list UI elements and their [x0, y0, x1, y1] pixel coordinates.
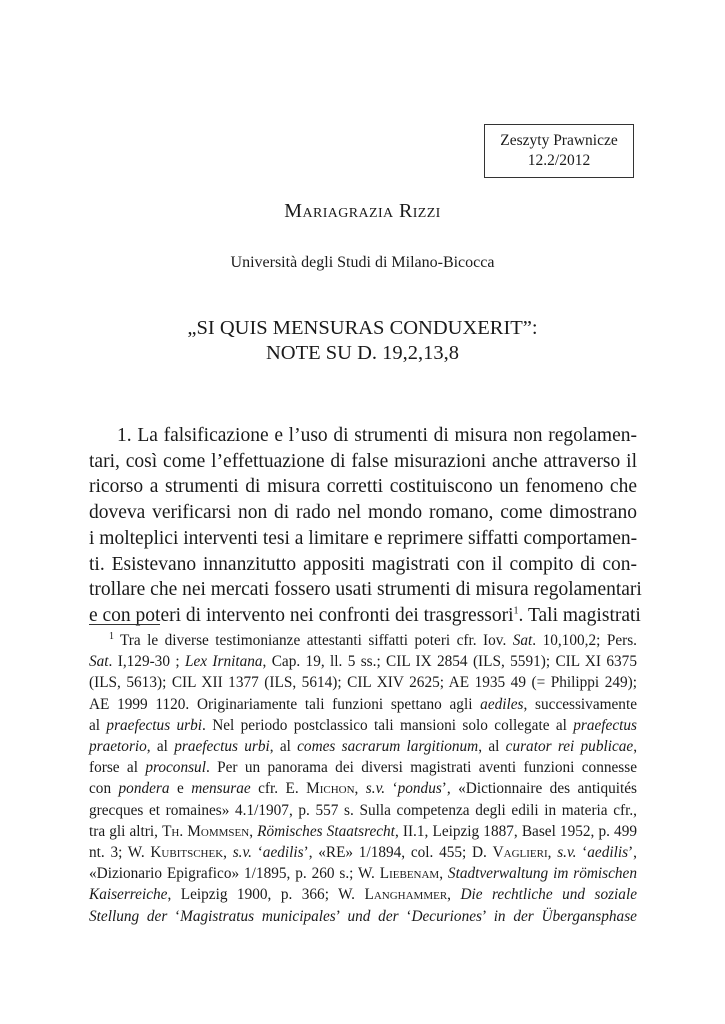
footnote-italic: praefectus: [573, 716, 637, 734]
body-line: tari, così come l’effettuazione di false misurazioni anche attraverso il: [89, 450, 637, 472]
footnote-text: ‘: [251, 844, 263, 862]
footnote-text: ‘: [385, 780, 398, 798]
footnote-line: [89, 736, 637, 757]
footnote-italic: aediles: [480, 695, 524, 713]
footnote-line: [89, 884, 637, 905]
footnote-line: [89, 630, 637, 651]
footnote-italic: aedilis: [587, 844, 629, 862]
footnote-italic: Magistratus municipales: [180, 907, 336, 925]
footnote-italic: praetorio: [89, 738, 147, 756]
footnote-italic: und der: [347, 907, 399, 925]
body-text: e con poteri di intervento nei confronti dei trasgressori: [89, 604, 514, 626]
footnote-mark: 1: [109, 630, 114, 642]
footnote-text: ,: [223, 844, 233, 862]
footnote-italic: in der Übergansphase: [493, 907, 637, 925]
footnote-text: . I,129-30 ;: [108, 653, 185, 671]
footnote-author: Vaglieri: [492, 844, 548, 862]
footnote-text: ,: [447, 886, 461, 904]
footnote-italic: comes sacrarum largitionum: [297, 738, 479, 756]
footnote-text: ,: [547, 844, 558, 862]
footnote-italic: Kaiserreiche: [89, 886, 168, 904]
footnote-text: . Per un panorama dei diversi magistrati aventi funzioni connesse: [205, 759, 637, 777]
footnote-text: «Dizionario Epigrafico» 1/1895, p. 260 s.; W.: [89, 865, 380, 883]
footnote-text: ’: [481, 907, 494, 925]
article-title: [0, 316, 725, 366]
footnote-italic: pondus: [397, 780, 442, 798]
footnote-text: , successivamente: [523, 695, 637, 713]
footnote-text: , al: [478, 738, 506, 756]
footnote-line: [89, 842, 637, 863]
footnote-text: ‘: [576, 844, 588, 862]
footnote-italic: Stadtverwaltung im römischen: [447, 865, 637, 883]
footnote-text: e: [169, 780, 192, 798]
footnote-line: [89, 821, 637, 842]
footnote-text: ,: [354, 780, 366, 798]
footnote-text: nt. 3; W.: [89, 844, 151, 862]
footnote-line: [89, 757, 637, 778]
footnote-text: . 10,100,2; Pers.: [532, 632, 637, 649]
title-line-1: „SI QUIS MENSURAS CONDUXERIT”:: [187, 317, 538, 339]
footnote-text: al: [89, 716, 107, 734]
footnote-text: , Cap. 19, ll. 5 ss.; CIL IX 2854 (ILS, 5591); CIL XI 6375: [262, 653, 637, 671]
body-line: 1. La falsificazione e l’uso di strumenti di misura non regolamen-: [117, 425, 637, 446]
footnote-line: grecques et romaines» 4.1/1907, p. 557 s. Sulla competenza degli edili in materia cfr.,: [89, 801, 637, 819]
footnote-line: (ILS, 5613); CIL XII 1377 (ILS, 5614); CIL XIV 2625; AE 1935 49 (= Philippi 249);: [89, 674, 637, 692]
footnote-author: Michon: [306, 780, 355, 798]
footnote-italic: mensurae: [191, 780, 251, 798]
footnote-text: con: [89, 780, 119, 798]
footnote-author: Kubitschek: [150, 844, 224, 862]
footnote-line: [89, 694, 637, 715]
body-text: . Tali magistrati: [518, 604, 641, 626]
body-line: i molteplici interventi tesi a limitare e reprimere siffatti comportamen-: [89, 527, 638, 549]
journal-label-box: [484, 124, 634, 178]
author-name: Mariagrazia Rizzi: [284, 200, 441, 222]
footnote-text: forse al: [89, 759, 146, 777]
body-line: [89, 603, 641, 629]
footnote-text: tra gli altri,: [89, 822, 163, 840]
footnote-italic: praefectus urbi: [174, 738, 270, 756]
body-line: trollare che nei mercati fossero usati strumenti di misura regolamentari: [89, 579, 642, 601]
footnote-italic: s.v.: [557, 844, 577, 862]
footnote-italic: Sat: [512, 632, 533, 649]
footnote-italic: Decuriones: [411, 907, 482, 925]
footnote-separator: [89, 624, 160, 625]
journal-name: Zeszyty Prawnicze: [500, 132, 618, 149]
footnote-italic: aedilis: [262, 844, 304, 862]
footnote-italic: s.v.: [365, 780, 386, 798]
author-affiliation: Università degli Studi di Milano-Bicocca: [230, 254, 495, 271]
footnote-text: , al: [269, 738, 298, 756]
footnote-text: ,: [249, 822, 258, 840]
footnote-1: [89, 630, 637, 927]
footnote-line: [89, 651, 637, 672]
footnote-text: Tra le diverse testimonianze attestanti siffatti poteri cfr. Iov.: [120, 632, 513, 649]
footnote-text: , II.1, Leipzig 1887, Basel 1952, p. 499: [394, 822, 637, 840]
footnote-text: ‘: [167, 907, 181, 925]
footnote-author: Th. Mommsen: [162, 822, 250, 840]
body-line: ti. Esistevano innanzitutto appositi magistrati con il compito di con-: [89, 553, 637, 575]
footnote-italic: Die rechtliche und soziale: [460, 886, 637, 904]
footnote-italic: Stellung der: [89, 907, 168, 925]
footnote-line: [89, 906, 637, 927]
body-line: ricorso a strumenti di misura corretti costituiscono un fenomeno che: [89, 476, 637, 498]
body-paragraph: [89, 423, 642, 629]
footnote-text: ’, «RE» 1/1894, col. 455; D.: [303, 844, 493, 862]
footnote-text: ’,: [628, 844, 637, 862]
footnote-italic: Lex Irnitana: [184, 653, 263, 671]
footnote-italic: praefectus urbi: [106, 716, 203, 734]
footnote-italic: s.v.: [232, 844, 252, 862]
footnote-text: AE 1999 1120. Originariamente tali funzioni spettano agli: [89, 695, 481, 713]
footnote-italic: pondera: [118, 780, 170, 798]
body-line: doveva verificarsi non di rado nel mondo romano, come dimostrano: [89, 502, 637, 524]
footnote-text: ,: [633, 738, 638, 756]
footnote-reference[interactable]: 1: [513, 605, 519, 617]
footnote-line: [89, 778, 637, 799]
footnote-text: ’: [335, 907, 348, 925]
journal-issue: 12.2/2012: [527, 152, 591, 169]
footnote-line: [89, 715, 637, 736]
title-line-2: NOTE SU D. 19,2,13,8: [265, 342, 460, 364]
footnote-author: Langhammer: [364, 886, 448, 904]
footnote-italic: curator rei publicae: [505, 738, 634, 756]
footnote-text: . Nel periodo postclassico tali mansioni solo collegate al: [202, 716, 574, 734]
footnote-text: , Leipzig 1900, p. 366; W.: [167, 886, 365, 904]
footnote-line: [89, 863, 637, 884]
footnote-text: ,: [439, 865, 448, 883]
footnote-text: , al: [146, 738, 175, 756]
footnote-text: cfr. E.: [250, 780, 307, 798]
footnote-italic: proconsul: [145, 759, 206, 777]
footnote-italic: Römisches Staatsrecht: [257, 822, 395, 840]
footnote-author: Liebenam: [379, 865, 440, 883]
footnote-italic: Sat: [89, 653, 109, 671]
footnote-text: ‘: [398, 907, 412, 925]
footnote-text: ’, «Dictionnaire des antiquités: [441, 780, 637, 798]
